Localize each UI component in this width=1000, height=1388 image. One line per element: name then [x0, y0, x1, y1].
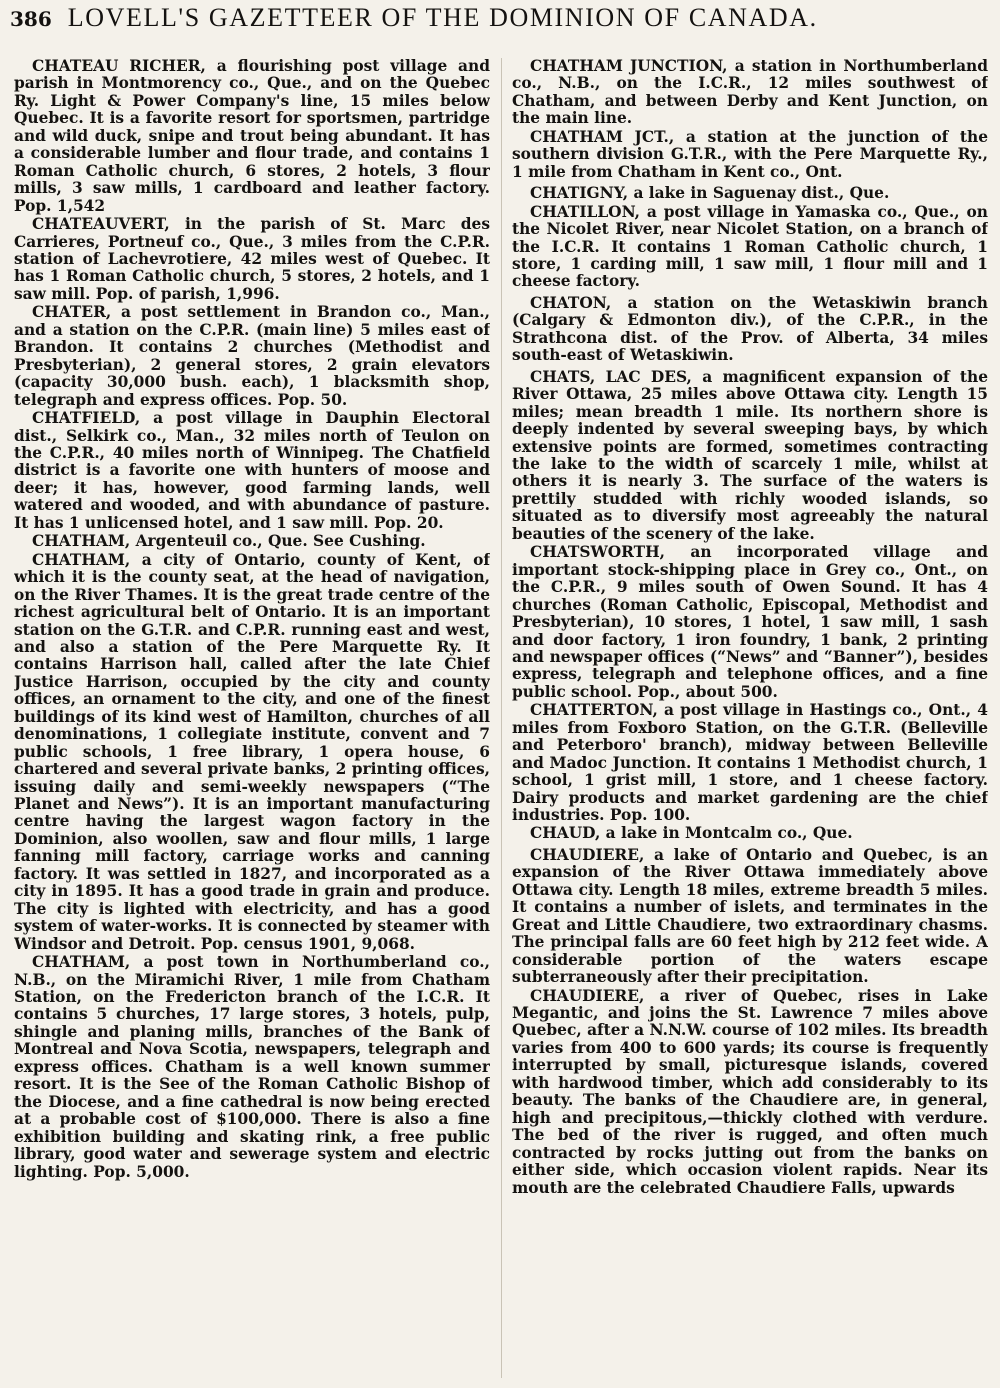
right-column	[512, 58, 988, 1384]
entry-chateauvert: CHATEAUVERT, in the parish of St. Marc des Carrieres, Portneuf co., Que., 3 miles from the C.P.R. station of Lachevrotiere, 42 miles west of Quebec. It has 1 Roman Catholic church, 5 stores, 2 hotels, and 1 saw mill. Pop. of parish, 1,996.	[14, 215, 490, 303]
entry-chatigny: CHATIGNY, a lake in Saguenay dist., Que.	[530, 184, 890, 203]
entry-chatham-nb: CHATHAM, a post town in Northumberland co., N.B., on the Miramichi River, 1 mile from Chatham Station, on the Fredericton branch of the I.C.R. It contains 5 churches, 17 large stores, 3 hotels, pulp, shingle and planing mills, branches of the Bank of Montreal and Nova Scotia, newspapers, telegraph and express offices. Chatham is a well known summer resort. It is the See of the Roman Catholic Bishop of the Diocese, and a fine cathedral is now being erected at a probable cost of $100,000. There is also a fine exhibition building and skating rink, a free public library, good water and sewerage system and electric lighting. Pop. 5,000.	[14, 953, 490, 1181]
entry-chatsworth: CHATSWORTH, an incorporated village and important stock-shipping place in Grey co., Ont., on the C.P.R., 9 miles south of Owen Sound. It has 4 churches (Roman Catholic, Episcopal, Methodist and Presbyterian), 10 stores, 1 hotel, 1 saw mill, 1 sash and door factory, 1 iron foundry, 1 bank, 2 printing and newspaper offices (“News” and “Banner”), besides express, telegraph and telephone offices, and a fine public school. Pop., about 500.	[512, 543, 988, 701]
entry-chatham-argenteuil: CHATHAM, Argenteuil co., Que. See Cushing.	[32, 532, 426, 551]
column-divider	[501, 58, 502, 1378]
page-header	[10, 3, 990, 37]
entry-chatillon: CHATILLON, a post village in Yamaska co., Que., on the Nicolet River, near Nicolet Station, on a branch of the I.C.R. It contains 1 Roman Catholic church, 1 store, 1 carding mill, 1 saw mill, 1 flour mill and 1 cheese factory.	[512, 202, 988, 291]
entry-chaud: CHAUD, a lake in Montcalm co., Que.	[530, 824, 853, 843]
entry-chatham-junction: CHATHAM JUNCTION, a station in Northumberland co., N.B., on the I.C.R., 12 miles southwest of Chatham, and between Derby and Kent Junction, on the main line.	[512, 58, 988, 128]
entry-chaudiere-lake: CHAUDIERE, a lake of Ontario and Quebec, is an expansion of the River Ottawa immediately above Ottawa city. Length 18 miles, extreme breadth 5 miles. It contains a number of islets, and terminates in the Great and Little Chaudiere, two extraordinary chasms. The principal falls are 60 feet high by 212 feet wide. A considerable portion of the waters escape subterraneously after their precipitation.	[512, 845, 988, 987]
entry-chatterton: CHATTERTON, a post village in Hastings co., Ont., 4 miles from Foxboro Station, on the G.T.R. (Belleville and Peterboro' branch), midway between Belleville and Madoc Junction. It contains 1 Methodist church, 1 school, 1 grist mill, 1 store, and 1 cheese factory. Dairy products and market gardening are the chief industries. Pop. 100.	[512, 701, 988, 825]
entry-chats-lac-des: CHATS, LAC DES, a magnificent expansion of the River Ottawa, 25 miles above Ottawa city. Length 15 miles; mean breadth 1 mile. Its northern shore is deeply indented by several sweeping bays, by which extensive points are formed, sometimes contracting the lake to the width of scarcely 1 mile, whilst at others it is nearly 3. The surface of the waters is prettily studded with richly wooded islands, so situated as to diversify most agreeably the natural beauties of the scenery of the lake.	[512, 367, 988, 543]
left-column	[14, 58, 490, 1384]
running-title: LOVELL'S GAZETTEER OF THE DOMINION OF CANADA.	[67, 3, 818, 32]
entry-chatham-ontario: CHATHAM, a city of Ontario, county of Kent, of which it is the county seat, at the head of navigation, on the River Thames. It is the great trade centre of the richest agricultural belt of Ontario. It is an important station on the G.T.R. and C.P.R. running east and west, and also a station of the Pere Marquette Ry. It contains Harrison hall, called after the late Chief Justice Harrison, occupied by the city and county offices, an ornament to the city, and one of the finest buildings of its kind west of Hamilton, churches of all denominations, 1 collegiate institute, convent and 7 public schools, 1 free library, 1 opera house, 6 chartered and several private banks, 2 printing offices, issuing daily and semi-weekly newspapers (“The Planet and News”). It is an important manufacturing centre having the largest wagon factory in the Dominion, also woollen, saw and flour mills, 1 large fanning mill factory, carriage works and canning factory. It was settled in 1827, and incorporated as a city in 1895. It has a good trade in grain and produce. The city is lighted with electricity, and has a good system of water-works. It is connected by steamer with Windsor and Detroit. Pop. census 1901, 9,068.	[14, 550, 490, 953]
page-number: 386	[10, 7, 52, 31]
entry-chateau-richer: CHATEAU RICHER, a flourishing post village and parish in Montmorency co., Que., and on the Quebec Ry. Light & Power Company's line, 15 miles below Quebec. It is a favorite resort for sportsmen, partridge and wild duck, snipe and trout being abundant. It has a considerable lumber and flour trade, and contains 1 Roman Catholic church, 6 stores, 2 hotels, 3 flour mills, 3 saw mills, 1 cardboard and leather factory. Pop. 1,542	[14, 58, 490, 215]
entry-chaudiere-river: CHAUDIERE, a river of Quebec, rises in Lake Megantic, and joins the St. Lawrence 7 miles above Quebec, after a N.N.W. course of 102 miles. Its breadth varies from 400 to 600 yards; its course is frequently interrupted by small, picturesque islands, covered with hardwood timber, which add considerably to its beauty. The banks of the Chaudiere are, in general, high and precipitous,—thickly clothed with verdure. The bed of the river is rugged, and often much contracted by rocks jutting out from the banks on either side, which occasion violent rapids. Near its mouth are the celebrated Chaudiere Falls, upwards	[512, 986, 988, 1197]
entry-chatfield: CHATFIELD, a post village in Dauphin Electoral dist., Selkirk co., Man., 32 miles north of Teulon on the C.P.R., 40 miles north of Winnipeg. The Chatfield district is a favorite one with hunters of moose and deer; it has, however, good farming lands, well watered and wooded, and with abundance of pasture. It has 1 unlicensed hotel, and 1 saw mill. Pop. 20.	[14, 409, 490, 532]
entry-chatham-jct: CHATHAM JCT., a station at the junction of the southern division G.T.R., with the Pere Marquette Ry., 1 mile from Chatham in Kent co., Ont.	[512, 127, 988, 181]
entry-chater: CHATER, a post settlement in Brandon co., Man., and a station on the C.P.R. (main line) 5 miles east of Brandon. It contains 2 churches (Methodist and Presbyterian), 2 general stores, 2 grain elevators (capacity 30,000 bush. each), 1 blacksmith shop, telegraph and express offices. Pop. 50.	[14, 303, 490, 409]
entry-chaton: CHATON, a station on the Wetaskiwin branch (Calgary & Edmonton div.), of the C.P.R., in the Strathcona dist. of the Prov. of Alberta, 34 miles south-east of Wetaskiwin.	[512, 293, 988, 365]
